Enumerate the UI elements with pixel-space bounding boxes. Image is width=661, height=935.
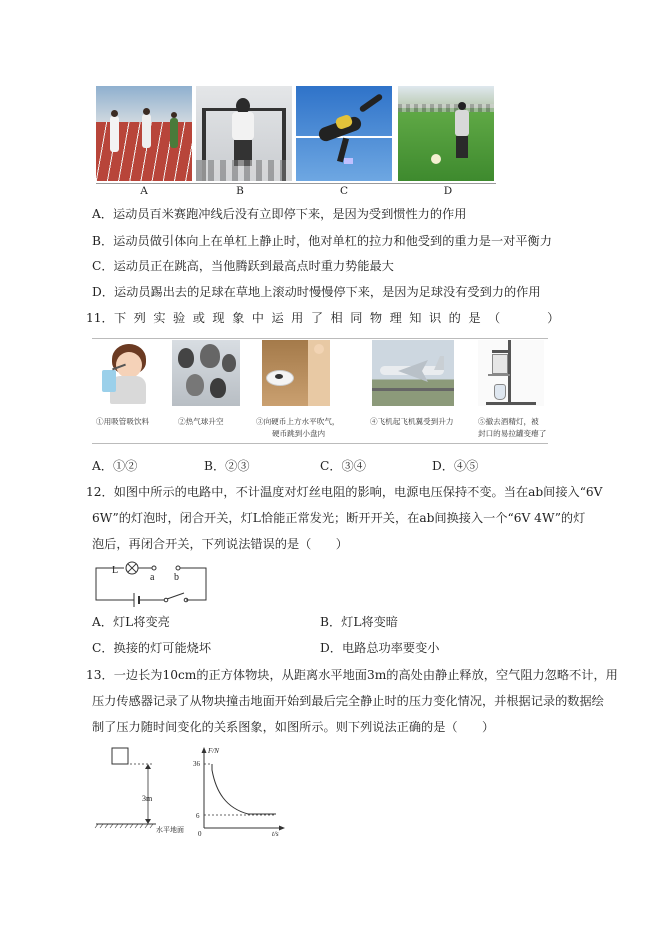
photo-label-a: A xyxy=(140,185,148,197)
q13-stem-line3: 制了压力随时间变化的关系图象，如图所示。则下列说法正确的是（ ） xyxy=(92,720,495,734)
q11-stem: 下列实验或现象中运用了相同物理知识的是（ ） xyxy=(114,311,567,325)
photo-c-highjump xyxy=(296,86,392,181)
caption-4: ④飞机起飞机翼受到升力 xyxy=(370,417,454,426)
photo-label-c: C xyxy=(339,185,349,197)
q10-option-a[interactable]: A．运动员百米赛跑冲线后没有立即停下来，是因为受到惯性力的作用 xyxy=(92,207,467,221)
y-tick-6: 6 xyxy=(196,812,200,820)
q12-stem-line2: 6W”的灯泡时，闭合开关，灯L恰能正常发光；断开开关，在ab间换接入一个“6V 4W”的灯 xyxy=(92,511,586,525)
q11-option-c[interactable]: C．③④ xyxy=(320,459,366,473)
photo-b-pullup xyxy=(196,86,292,181)
terminal-a xyxy=(152,566,156,570)
caption-5-line2: 封口的易拉罐变瘪了 xyxy=(478,429,547,438)
q13-stem-line1: 13．一边长为10cm的正方体物块，从距离水平地面3m的高处由静止释放，空气阻力忽略不计，用 xyxy=(86,668,618,682)
origin-label: 0 xyxy=(198,830,202,838)
q12-stem-line3: 泡后，再闭合开关，下列说法错误的是（ ） xyxy=(92,537,348,551)
ground-label: 水平地面 xyxy=(156,826,184,834)
caption-5-line1: ⑤撤去酒精灯，被 xyxy=(478,417,539,426)
q12-option-d[interactable]: D．电路总功率要变小 xyxy=(320,641,440,655)
wire-right xyxy=(180,568,206,600)
q12-circuit-diagram xyxy=(92,560,212,608)
img-straw-drink xyxy=(96,340,162,406)
q12-option-b[interactable]: B．灯L将变暗 xyxy=(320,615,398,629)
photo-d-football xyxy=(398,86,494,181)
q10-option-d[interactable]: D．运动员踢出去的足球在草地上滚动时慢慢停下来，是因为足球没有受到力的作用 xyxy=(92,285,541,299)
q12-option-a[interactable]: A．灯L将变亮 xyxy=(92,615,170,629)
terminal-b-label: b xyxy=(174,572,179,583)
q11-number: 11． xyxy=(86,311,114,325)
q11-option-d[interactable]: D．④⑤ xyxy=(432,459,479,473)
y-axis-label: F/N xyxy=(208,747,219,755)
terminal-a-label: a xyxy=(150,572,155,583)
q11-option-b[interactable]: B．②③ xyxy=(204,459,250,473)
force-curve xyxy=(212,764,276,814)
height-label: 3m xyxy=(142,794,153,803)
q13-figure xyxy=(92,744,292,840)
q11-option-a[interactable]: A．①② xyxy=(92,459,138,473)
photo-label-b: B xyxy=(236,185,244,197)
cube-block xyxy=(112,748,128,764)
q13-stem-line2: 压力传感器记录了从物块撞击地面开始到最后完全静止时的压力变化情况，并根据记录的数据绘 xyxy=(92,694,604,708)
switch-blade xyxy=(167,593,184,599)
img-hot-air-balloons xyxy=(172,340,240,406)
img-can-lab xyxy=(478,340,544,406)
y-tick-36: 36 xyxy=(193,760,200,768)
caption-3-line2: 硬币跳到小盘内 xyxy=(272,429,326,438)
img-coin-dish xyxy=(262,340,330,406)
terminal-b xyxy=(176,566,180,570)
photo-a-sprint xyxy=(96,86,192,181)
lamp-label: L xyxy=(112,565,119,576)
caption-3-line1: ③向硬币上方水平吹气， xyxy=(256,417,340,426)
img-airplane xyxy=(372,340,454,406)
q10-option-c[interactable]: C．运动员正在跳高，当他腾跃到最高点时重力势能最大 xyxy=(92,259,394,273)
q10-option-b[interactable]: B．运动员做引体向上在单杠上静止时，他对单杠的拉力和他受到的重力是一对平衡力 xyxy=(92,234,552,248)
x-axis-label: t/s xyxy=(272,830,279,838)
q12-stem-line1: 12．如图中所示的电路中，不计温度对灯丝电阻的影响，电源电压保持不变。当在ab间接入“6V xyxy=(86,485,603,499)
photo-label-d: D xyxy=(443,185,453,197)
q12-option-c[interactable]: C．换接的灯可能烧坏 xyxy=(92,641,212,655)
caption-1: ①用吸管吸饮料 xyxy=(96,417,150,426)
caption-2: ②热气球升空 xyxy=(178,417,224,426)
photo-strip-baseline xyxy=(96,183,496,184)
